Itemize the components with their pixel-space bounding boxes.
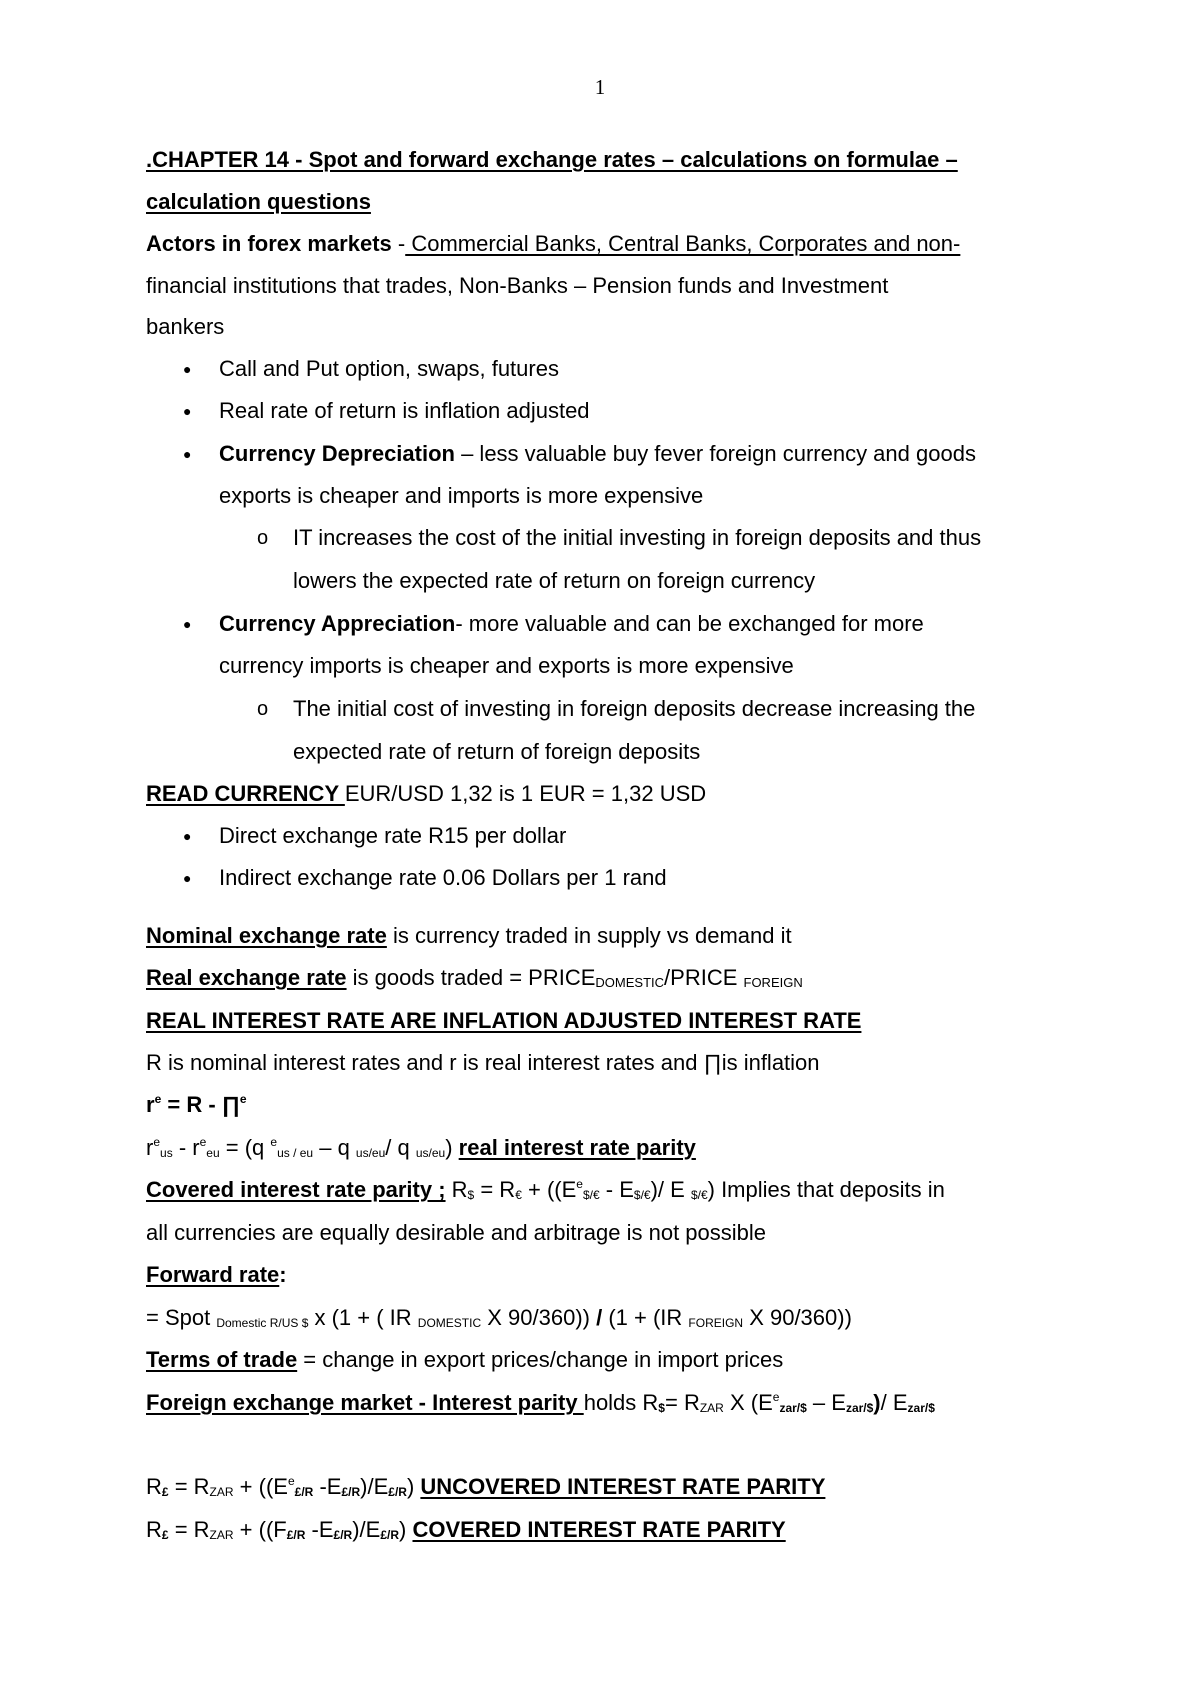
bullet-item-continued: exports is cheaper and imports is more expensive [219, 483, 704, 508]
sub-bullet-icon: o [257, 527, 269, 549]
bullet-icon: ● [183, 361, 192, 377]
formula-fx-interest-parity: Foreign exchange market - Interest parity holds $R_{\$}= R_{ZAR}$ X $(E^e_{zar/\$} - E_{zar/\$})/$ $E_{zar/\$}$ [146, 1390, 935, 1415]
forward-rate-heading: Forward rate: [146, 1262, 287, 1287]
actors-label: Actors in forex markets [146, 231, 392, 256]
bullet-icon: ● [183, 870, 192, 886]
bullet-item-appreciation: Currency Appreciation- more valuable and can be exchanged for more [219, 611, 924, 636]
sub-bullet-item-continued: lowers the expected rate of return on foreign currency [293, 568, 816, 593]
read-currency-line: READ CURRENCY EUR/USD 1,32 is 1 EUR = 1,32 USD [146, 781, 707, 806]
nominal-exchange-rate-line: Nominal exchange rate is currency traded in supply vs demand it [146, 923, 792, 948]
formula-real-interest-parity: $r^e_{us} - r^e_{eu} = (q$ $^e_{us / eu}$ – q $_{us/eu}$/ q $_{us/eu}$) real interest rate parity [146, 1135, 696, 1160]
bullet-icon: ● [183, 446, 192, 462]
covered-parity-continued: all currencies are equally desirable and arbitrage is not possible [146, 1220, 767, 1245]
formula-covered-parity-2: $R_£ = R_{ZAR} + ((F_{£/R}$ $-E_{£/R})/E_{£/R}$) COVERED INTEREST RATE PARITY [146, 1517, 786, 1542]
formula-uncovered-parity: $R_£ = R_{ZAR} + ((E^e_{£/R}$ $-E_{£/R})/E_{£/R}$) UNCOVERED INTEREST RATE PARITY [146, 1474, 826, 1499]
sub-bullet-icon: o [257, 698, 269, 720]
formula-real-rate: $r^e = R$ - ∏$^e$ [146, 1092, 247, 1117]
chapter-heading-line2: calculation questions [146, 189, 371, 214]
actors-line1: Actors in forex markets - Commercial Banks, Central Banks, Corporates and non- [146, 231, 961, 256]
chapter-heading-line1: .CHAPTER 14 - Spot and forward exchange rates – calculations on formulae – [146, 147, 958, 172]
interest-definition-line: R is nominal interest rates and r is real interest rates and ∏is inflation [146, 1050, 820, 1075]
formula-forward-rate: = Spot $_{Domestic R/US \$}$ x (1 + ( IR $_{DOMESTIC}$ X 90/360)) / (1 + (IR $_{FOREIGN}$ X 90/360)) [146, 1305, 852, 1330]
actors-line3: bankers [146, 314, 225, 339]
bullet-icon: ● [183, 616, 192, 632]
actors-line2: financial institutions that trades, Non-Banks – Pension funds and Investment [146, 273, 889, 298]
sub-bullet-item: IT increases the cost of the initial investing in foreign deposits and thus [293, 525, 982, 550]
formula-covered-parity: Covered interest rate parity ; $R_{\$} = R_€ + ((E^e_{\$/€} - E_{\$/€})/$ E $_{\$/€}$) Implies that deposits in [146, 1177, 945, 1202]
bullet-item: Direct exchange rate R15 per dollar [219, 823, 567, 848]
bullet-icon: ● [183, 403, 192, 419]
real-exchange-rate-line: Real exchange rate is goods traded = $PRICE_{DOMESTIC}$/PRICE $_{FOREIGN}$ [146, 965, 803, 990]
bullet-item: Call and Put option, swaps, futures [219, 356, 559, 381]
bullet-item-depreciation: Currency Depreciation – less valuable buy fever foreign currency and goods [219, 441, 976, 466]
real-interest-heading: REAL INTEREST RATE ARE INFLATION ADJUSTED INTEREST RATE [146, 1008, 862, 1033]
terms-of-trade-line: Terms of trade = change in export prices/change in import prices [146, 1347, 784, 1372]
page-number: 1 [594, 75, 606, 99]
bullet-icon: ● [183, 828, 192, 844]
bullet-item: Real rate of return is inflation adjusted [219, 398, 590, 423]
sub-bullet-item: The initial cost of investing in foreign deposits decrease increasing the [293, 696, 976, 721]
sub-bullet-item-continued: expected rate of return of foreign deposits [293, 739, 701, 764]
bullet-item-continued: currency imports is cheaper and exports is more expensive [219, 653, 794, 678]
bullet-item: Indirect exchange rate 0.06 Dollars per 1 rand [219, 865, 667, 890]
